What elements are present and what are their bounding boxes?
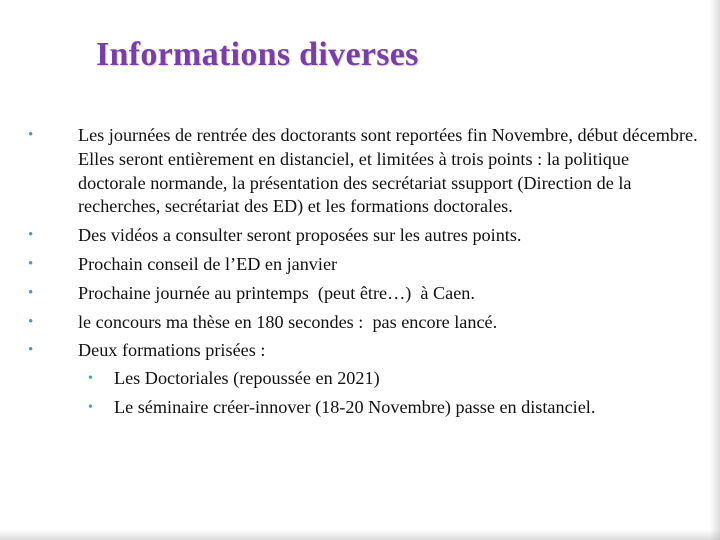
- bullet-item: [28, 124, 700, 219]
- slide-shadow-right: [710, 0, 720, 540]
- bullet-icon: •: [28, 127, 34, 143]
- bullet-item: [28, 339, 700, 419]
- bullet-icon: •: [28, 255, 34, 272]
- sub-bullet-icon: •: [88, 371, 93, 387]
- bullet-icon: •: [28, 342, 34, 359]
- sub-bullet-icon: •: [88, 399, 93, 415]
- bullet-item: [28, 253, 700, 277]
- bullet-text: Prochain conseil de l’ED en janvier: [78, 253, 338, 274]
- bullet-text: Les journées de rentrée des doctorants sont reportées fin Novembre, début décembre. Elles seront entièrement en distanciel, et limitées à trois points : la politique doctorale normande, la présentation des secrétariat ssupport (Direction de la recherches, secrétariat des ED) et les formations doctorales.: [78, 125, 698, 217]
- sub-bullet-text: Les Doctoriales (repoussée en 2021): [114, 368, 380, 389]
- bullet-item: [28, 224, 700, 248]
- bullet-item: [28, 311, 700, 335]
- bullet-list: [28, 124, 700, 420]
- sub-bullet-item: [78, 396, 700, 420]
- bullet-text: le concours ma thèse en 180 secondes : pas encore lancé.: [78, 311, 498, 332]
- bullet-item: [28, 282, 700, 306]
- sub-bullet-item: [78, 367, 700, 391]
- sub-bullet-list: [78, 367, 700, 420]
- slide-shadow-bottom: [0, 530, 720, 540]
- bullet-icon: •: [28, 227, 34, 244]
- bullet-icon: •: [28, 284, 34, 301]
- slide-title: Informations diverses: [96, 36, 419, 73]
- bullet-icon: •: [28, 313, 34, 330]
- sub-bullet-text: Le séminaire créer-innover (18-20 Novembre) passe en distanciel.: [114, 396, 596, 417]
- bullet-text: Deux formations prisées :: [78, 340, 266, 361]
- bullet-text: Des vidéos a consulter seront proposées sur les autres points.: [78, 225, 522, 246]
- slide-content: [28, 124, 700, 425]
- bullet-text: Prochaine journée au printemps (peut être…) à Caen.: [78, 282, 475, 303]
